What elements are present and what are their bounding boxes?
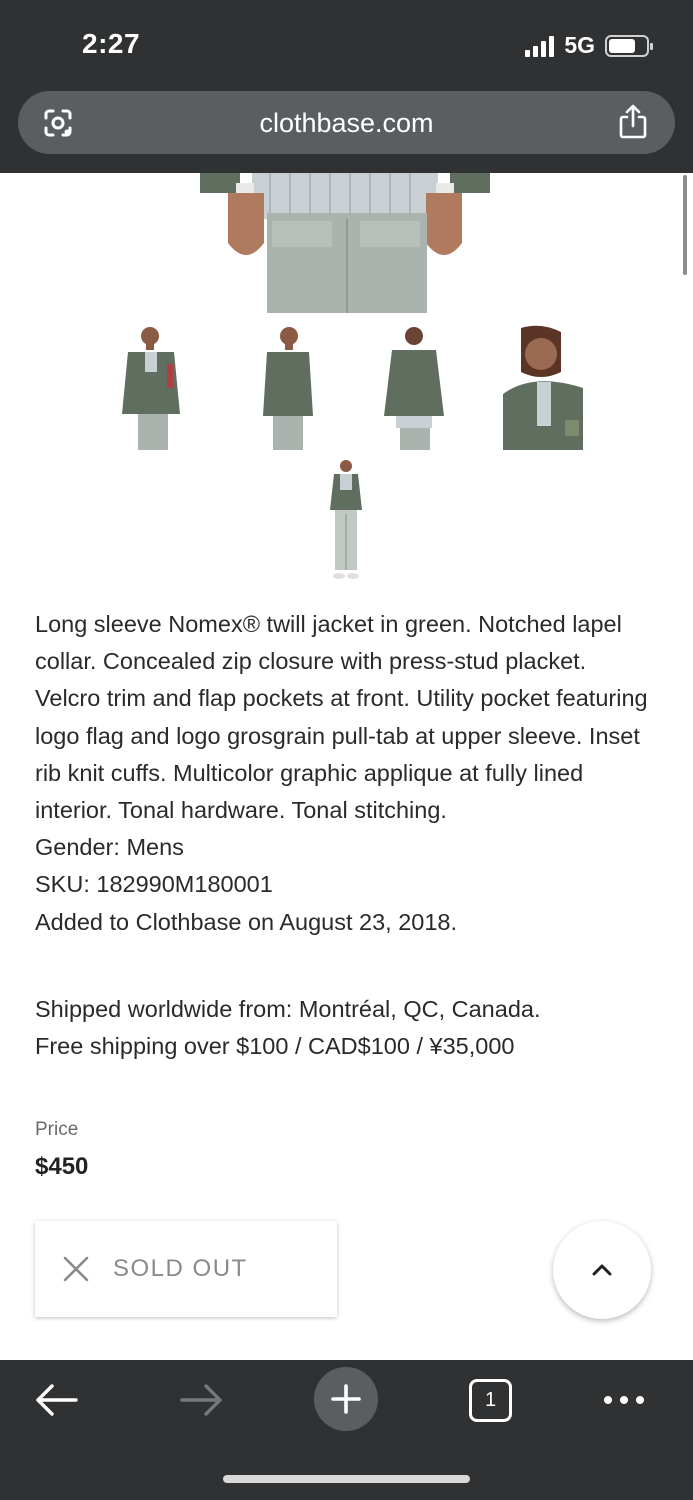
sold-out-button[interactable] [35,1221,337,1317]
price-value: $450 [35,1153,89,1180]
product-description [35,606,655,941]
status-indicators [525,32,649,59]
gender-text: Gender: Mens [35,834,184,861]
arrow-left-icon[interactable] [26,1378,86,1422]
browser-bottom-toolbar [0,1360,693,1500]
tab-switcher-button[interactable]: 1 [469,1379,512,1422]
new-tab-button[interactable] [314,1367,378,1431]
browser-top-chrome [0,0,693,173]
address-bar[interactable] [18,91,675,154]
thumbnail-full-body[interactable] [306,458,386,586]
description-text: Long sleeve Nomex® twill jacket in green. Notched lapel collar. Concealed zip closure with press-stud placket. Velcro trim and flap pockets at front. Utility pocket featuring logo flag and logo grosgrain pull-tab at upper sleeve. Inset rib knit cuffs. Multicolor graphic applique at fully lined interior. Tonal hardware. Tonal stitching. [35,611,648,824]
home-indicator[interactable] [223,1475,470,1483]
price-label: Price [35,1119,79,1140]
battery-icon [605,35,649,57]
plus-icon [330,1383,362,1415]
status-time: 2:27 [82,28,141,59]
scroll-to-top-button[interactable] [553,1221,651,1319]
sold-out-label: SOLD OUT [113,1255,248,1282]
shipping-info [35,991,655,1065]
url-text[interactable]: clothbase.com [259,108,434,138]
thumbnail-front[interactable] [112,324,192,452]
page-content [0,173,693,1360]
product-main-image[interactable] [200,173,495,313]
scrollbar[interactable] [683,175,687,275]
thumbnail-back[interactable] [374,324,454,452]
shipped-from-text: Shipped worldwide from: Montréal, QC, Canada. [35,996,541,1022]
sku-text: SKU: 182990M180001 [35,871,273,898]
network-type: 5G [564,32,595,58]
arrow-right-icon[interactable] [172,1378,232,1422]
free-shipping-text: Free shipping over $100 / CAD$100 / ¥35,000 [35,1033,515,1060]
signal-icon [525,35,554,57]
thumbnail-side[interactable] [247,324,327,452]
thumbnail-detail[interactable] [503,324,583,452]
chevron-up-icon [591,1263,613,1277]
more-horizontal-icon[interactable] [596,1378,652,1422]
share-icon[interactable] [617,104,649,140]
close-icon [63,1256,89,1282]
added-date-text: Added to Clothbase on August 23, 2018. [35,908,458,935]
